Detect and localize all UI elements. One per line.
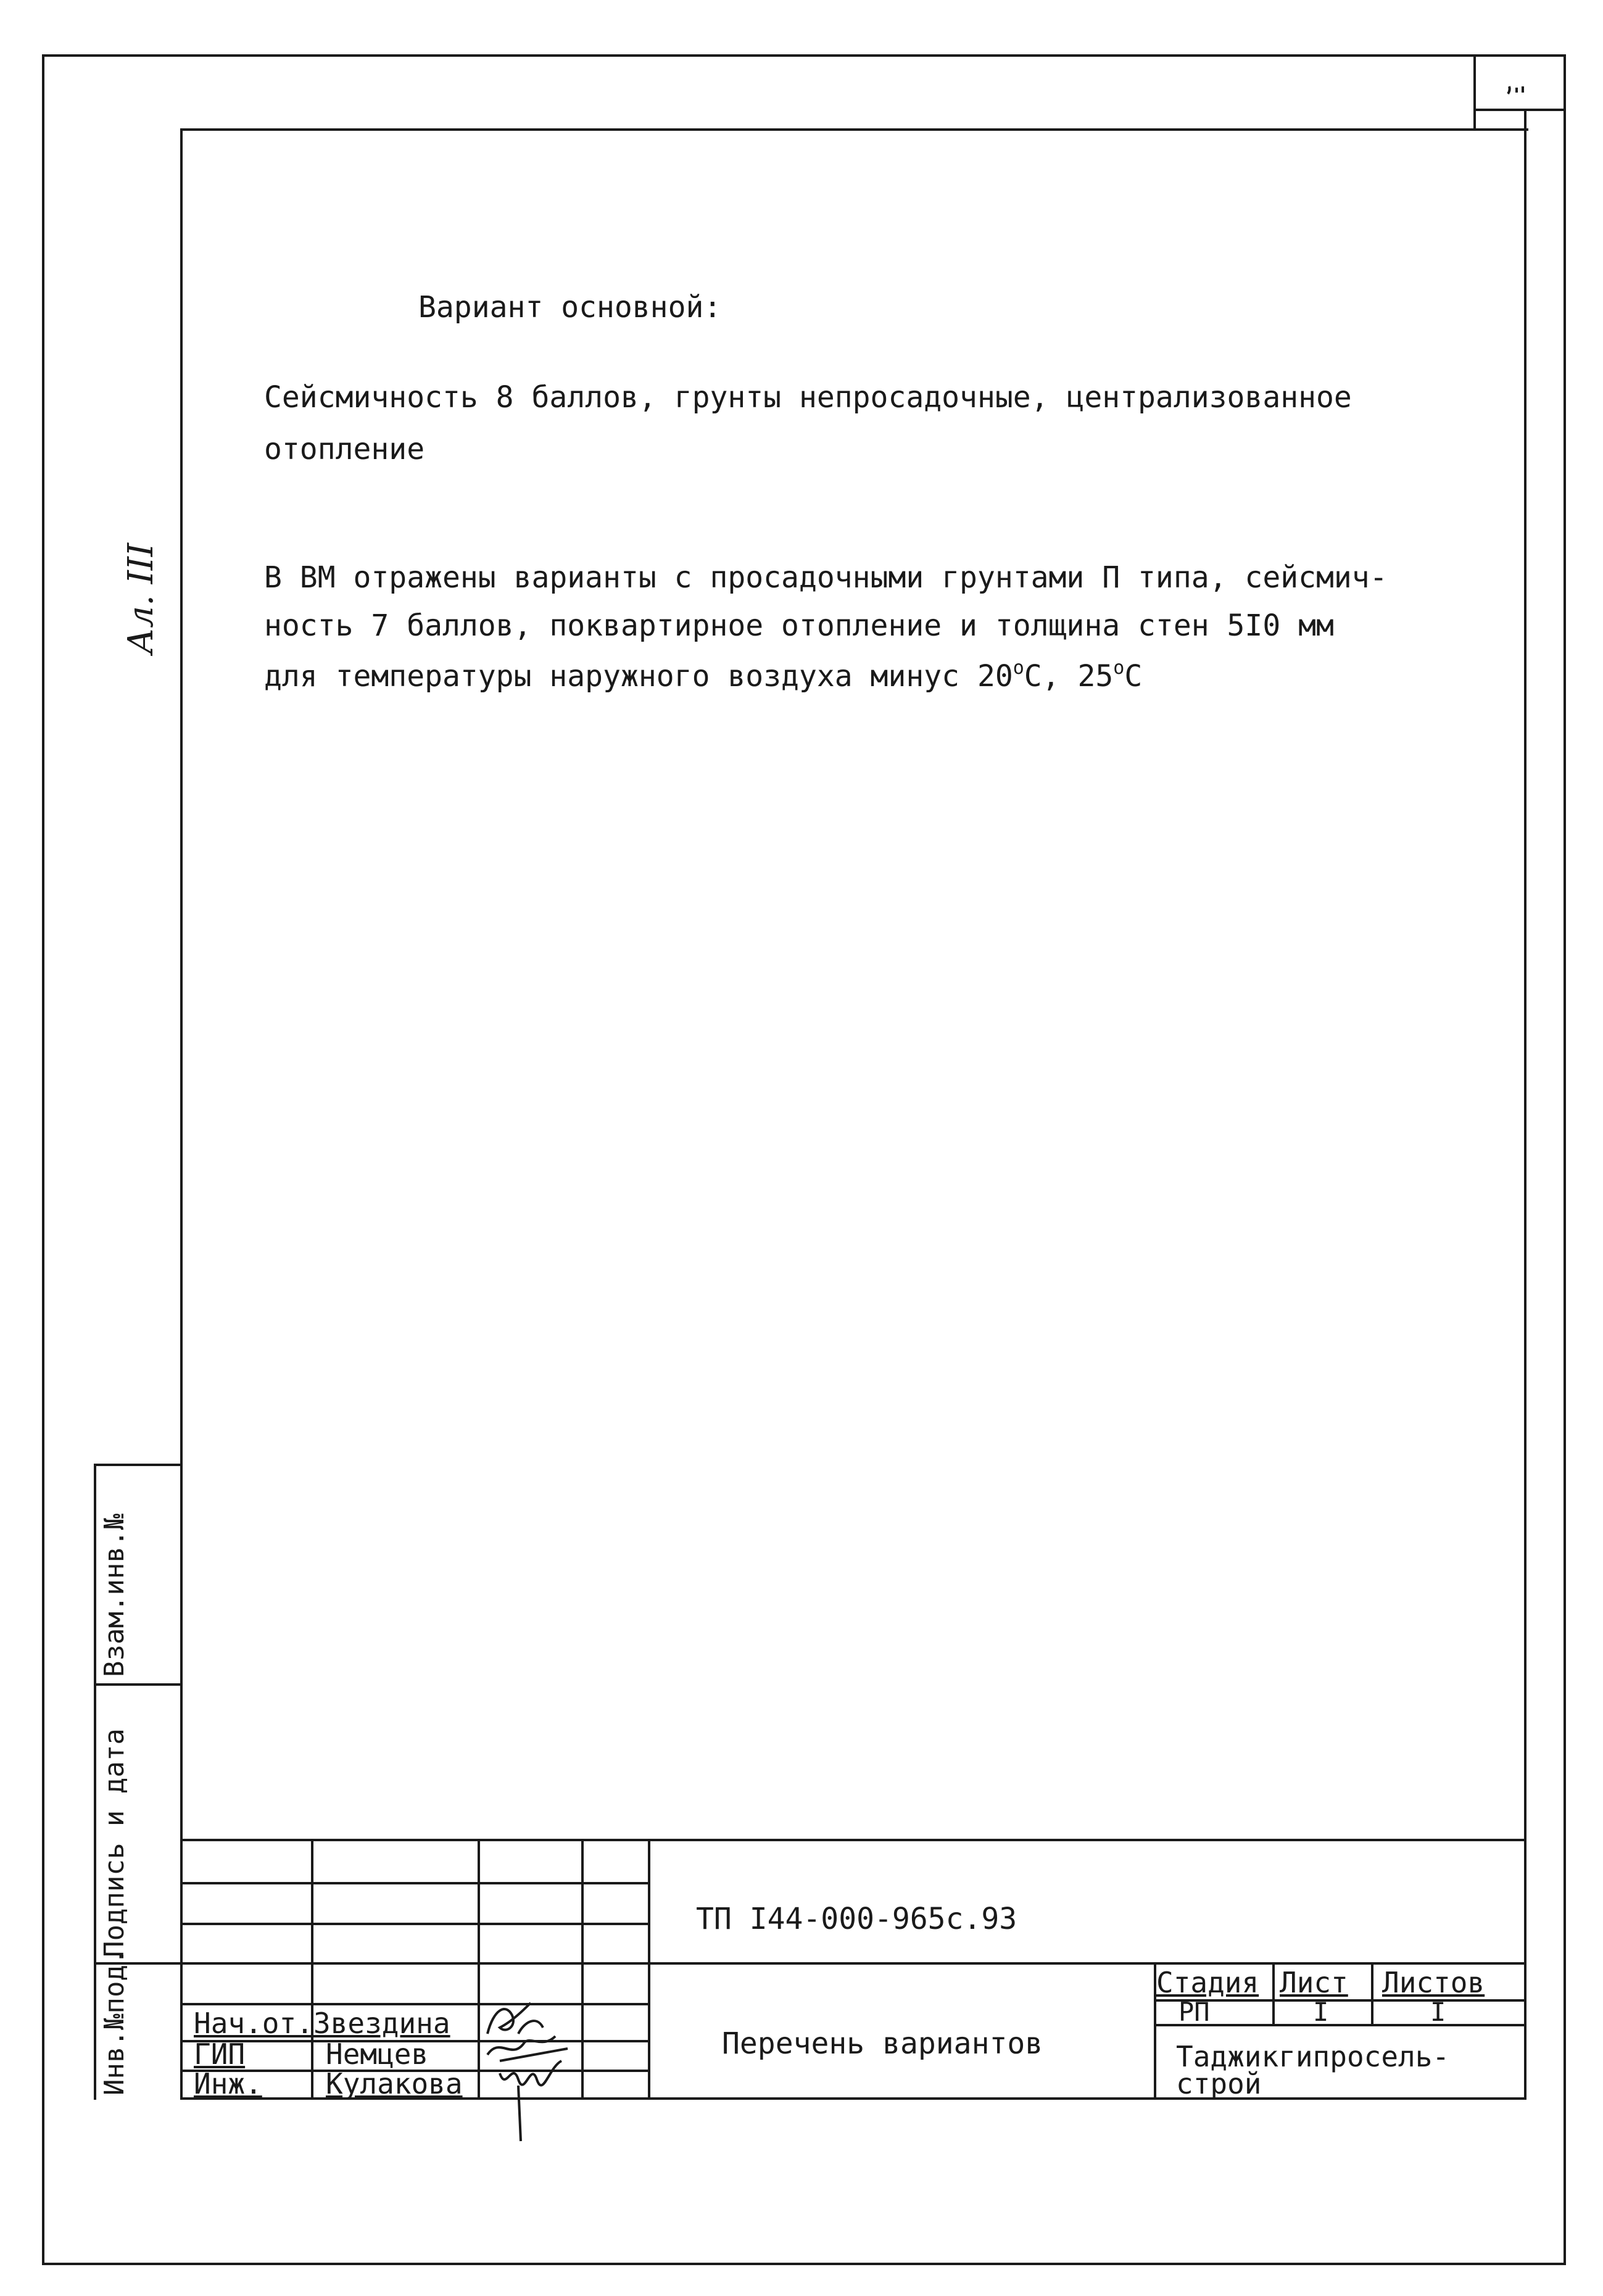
handwritten-signature-3-icon: [494, 2055, 580, 2147]
organization-line-2: строй: [1176, 2067, 1262, 2100]
outer-frame-right: [1564, 54, 1566, 2265]
grid-col-line-3: [581, 1839, 584, 2100]
side-stamp-inv-no: Инв.№под.: [99, 1948, 130, 2095]
side-stamp-divider-1: [94, 1464, 183, 1466]
side-stamp-replacement-inv: Взам.инв.№: [99, 1514, 130, 1677]
alt-variants-line-3-mid: С, 25: [1024, 659, 1114, 694]
side-stamp-divider-2: [94, 1683, 183, 1686]
alt-variants-line-1: В ВМ отражены варианты с просадочными грунтами П типа, сейсмич-: [264, 560, 1388, 595]
outer-frame-left: [42, 54, 44, 2265]
side-stamp-signature-date: Подпись и дата: [99, 1728, 130, 1957]
organization-line-1: Таджикгипросель-: [1176, 2040, 1450, 2073]
corner-box-left: [1473, 54, 1476, 131]
sheet-title: Перечень вариантов: [722, 2026, 1043, 2061]
grid-row-line-2: [180, 1923, 649, 1925]
grid-row-line-3: [180, 1962, 1526, 1965]
signature-name-1: Звездина: [313, 2007, 450, 2040]
main-variant-line-2: отопление: [264, 432, 425, 466]
inner-frame-top: [180, 128, 1528, 131]
corner-box-bottom: [1473, 109, 1566, 111]
stage-header: Стадия: [1156, 1966, 1259, 1999]
signature-name-3: Кулакова: [326, 2067, 463, 2100]
variant-heading: Вариант основной:: [418, 290, 722, 325]
main-variant-line-1: Сейсмичность 8 баллов, грунты непросадочные, централизованное: [264, 380, 1352, 415]
sheet-value: I: [1313, 1997, 1329, 2027]
document-code: ТП I44-000-965с.93: [696, 1902, 1017, 1936]
sheets-value: I: [1430, 1997, 1446, 2027]
degree-sign-2: о: [1113, 657, 1125, 679]
alt-variants-line-3-prefix: для температуры наружного воздуха минус 20: [264, 659, 1013, 694]
degree-sign-1: о: [1013, 657, 1024, 679]
signature-role-3: Инж.: [194, 2067, 262, 2100]
stage-value-line: [1154, 2024, 1526, 2026]
alt-variants-line-3: [264, 644, 1142, 708]
stage-value: РП: [1178, 1997, 1210, 2027]
alt-variants-line-3-suffix: С: [1124, 659, 1143, 694]
stage-header-line: [1154, 1999, 1526, 2002]
signature-role-1: Нач.от.: [194, 2007, 313, 2040]
title-block-top: [180, 1839, 1526, 1841]
grid-col-line-2: [478, 1839, 480, 2100]
corner-mark-icon: [1506, 68, 1530, 99]
grid-col-line-4: [648, 1839, 650, 2100]
margin-handwritten-note: Ал. III: [121, 542, 161, 654]
outer-frame-top: [42, 54, 1566, 57]
grid-row-line-1: [180, 1882, 649, 1884]
inner-frame-left: [180, 128, 183, 2100]
stage-col-line-2: [1371, 1962, 1373, 2026]
outer-frame-bottom: [42, 2263, 1566, 2265]
signature-role-2: ГИП: [194, 2037, 246, 2071]
grid-col-line-1: [311, 1839, 313, 2100]
sheet-header: Лист: [1280, 1966, 1348, 1999]
inner-frame-right: [1524, 111, 1526, 2100]
sheets-header: Листов: [1382, 1966, 1485, 1999]
stage-col-line-1: [1272, 1962, 1275, 2026]
side-stamp-left: [94, 1464, 96, 2100]
signature-name-2: Немцев: [326, 2037, 429, 2071]
alt-variants-line-2: ность 7 баллов, поквартирное отопление и толщина стен 5I0 мм: [264, 608, 1334, 643]
